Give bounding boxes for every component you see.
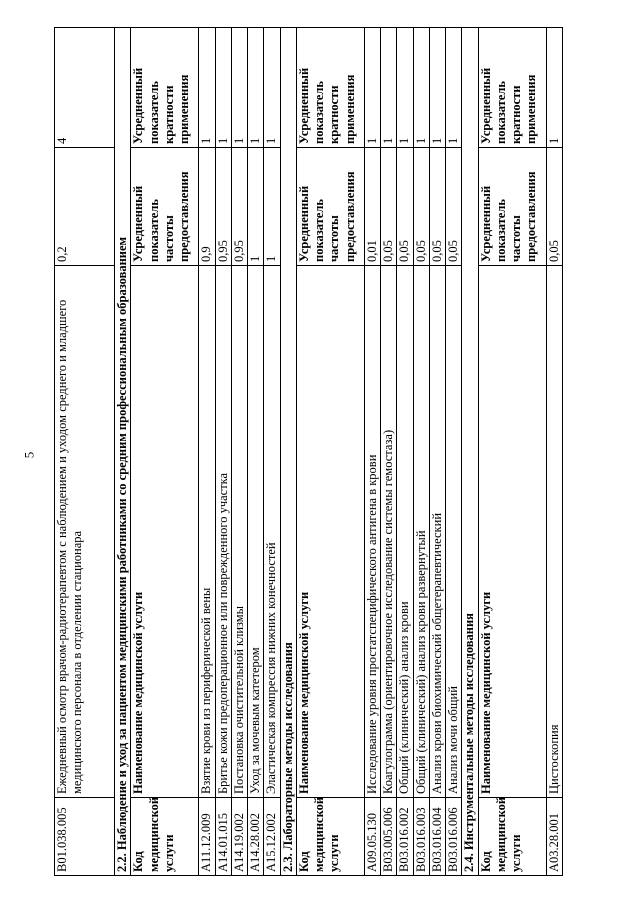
frequency-cell: 0,95 xyxy=(231,148,247,266)
code-cell: B03.016.004 xyxy=(429,798,445,876)
frequency-cell: 0,01 xyxy=(364,148,380,266)
name-cell: Эластическая компрессия нижних конечностей xyxy=(264,266,280,798)
section-title-row xyxy=(462,28,478,876)
name-cell: Ежедневный осмотр врачом-радиотерапевтом с наблюдением и уходом среднего и младшего медицинского персонала в отделении стационара xyxy=(55,266,115,798)
table-row xyxy=(429,28,445,876)
multiplicity-cell: 1 xyxy=(397,28,413,148)
frequency-cell: 0,05 xyxy=(446,148,462,266)
header-multiplicity: Усредненный показатель кратности применения xyxy=(131,28,199,148)
table-row xyxy=(397,28,413,876)
frequency-cell: 1 xyxy=(248,148,264,266)
multiplicity-cell: 1 xyxy=(248,28,264,148)
table-row xyxy=(55,28,115,876)
section-title: 2.3. Лабораторные методы исследования xyxy=(280,28,296,876)
header-row xyxy=(296,28,364,876)
name-cell: Коагулограмма (ориентировочное исследование системы гемостаза) xyxy=(381,266,397,798)
table-row xyxy=(231,28,247,876)
header-name: Наименование медицинской услуги xyxy=(296,266,364,798)
section-title: 2.4. Инструментальные методы исследования xyxy=(462,28,478,876)
name-cell: Анализ крови биохимический общетерапевтический xyxy=(429,266,445,798)
code-cell: B03.016.002 xyxy=(397,798,413,876)
section-title-row xyxy=(280,28,296,876)
name-cell: Анализ мочи общий xyxy=(446,266,462,798)
header-row xyxy=(478,28,546,876)
code-cell: B03.005.006 xyxy=(381,798,397,876)
table-row xyxy=(413,28,429,876)
name-cell: Общий (клинический) анализ крови xyxy=(397,266,413,798)
code-cell: A11.12.009 xyxy=(199,798,215,876)
frequency-cell: 0,05 xyxy=(397,148,413,266)
multiplicity-cell: 1 xyxy=(446,28,462,148)
multiplicity-cell: 1 xyxy=(429,28,445,148)
header-code: Код медицинской услуги xyxy=(296,798,364,876)
multiplicity-cell: 1 xyxy=(215,28,231,148)
code-cell: A14.01.015 xyxy=(215,798,231,876)
name-cell: Взятие крови из периферической вены xyxy=(199,266,215,798)
header-name: Наименование медицинской услуги xyxy=(131,266,199,798)
frequency-cell: 0,05 xyxy=(381,148,397,266)
name-cell: Бритье кожи предоперационное или поврежденного участка xyxy=(215,266,231,798)
header-multiplicity: Усредненный показатель кратности применения xyxy=(296,28,364,148)
frequency-cell: 0,9 xyxy=(199,148,215,266)
frequency-cell: 0,05 xyxy=(413,148,429,266)
code-cell: B03.016.003 xyxy=(413,798,429,876)
multiplicity-cell: 1 xyxy=(199,28,215,148)
name-cell: Цистоскопия xyxy=(546,266,562,798)
multiplicity-cell: 1 xyxy=(546,28,562,148)
name-cell: Исследование уровня простатспецифического антигена в крови xyxy=(364,266,380,798)
name-cell: Уход за мочевым катетером xyxy=(248,266,264,798)
table-row xyxy=(215,28,231,876)
page-number: 5 xyxy=(21,451,37,459)
section-title-row xyxy=(115,28,131,876)
header-code: Код медицинской услуги xyxy=(131,798,199,876)
frequency-cell: 0,05 xyxy=(546,148,562,266)
header-code: Код медицинской услуги xyxy=(478,798,546,876)
header-name: Наименование медицинской услуги xyxy=(478,266,546,798)
name-cell: Общий (клинический) анализ крови развернутый xyxy=(413,266,429,798)
table-row xyxy=(381,28,397,876)
header-frequency: Усредненный показатель частоты предоставления xyxy=(296,148,364,266)
header-frequency: Усредненный показатель частоты предоставления xyxy=(131,148,199,266)
name-cell: Постановка очистительной клизмы xyxy=(231,266,247,798)
frequency-cell: 1 xyxy=(264,148,280,266)
code-cell: B01.038.005 xyxy=(55,798,115,876)
code-cell: A14.19.002 xyxy=(231,798,247,876)
table-row xyxy=(248,28,264,876)
frequency-cell: 0,05 xyxy=(429,148,445,266)
rotated-table-sheet xyxy=(54,28,584,876)
section-title: 2.2. Наблюдение и уход за пациентом медицинскими работниками со средним профессиональным образованием xyxy=(115,28,131,876)
header-frequency: Усредненный показатель частоты предоставления xyxy=(478,148,546,266)
multiplicity-cell: 1 xyxy=(364,28,380,148)
multiplicity-cell: 1 xyxy=(413,28,429,148)
code-cell: A03.28.001 xyxy=(546,798,562,876)
frequency-cell: 0,95 xyxy=(215,148,231,266)
services-table xyxy=(54,27,563,876)
code-cell: B03.016.006 xyxy=(446,798,462,876)
table-row xyxy=(446,28,462,876)
table-row xyxy=(364,28,380,876)
frequency-cell: 0,2 xyxy=(55,148,115,266)
multiplicity-cell: 1 xyxy=(381,28,397,148)
table-row xyxy=(546,28,562,876)
multiplicity-cell: 4 xyxy=(55,28,115,148)
header-multiplicity: Усредненный показатель кратности применения xyxy=(478,28,546,148)
multiplicity-cell: 1 xyxy=(231,28,247,148)
code-cell: A14.28.002 xyxy=(248,798,264,876)
table-row xyxy=(264,28,280,876)
header-row xyxy=(131,28,199,876)
table-row xyxy=(199,28,215,876)
code-cell: A15.12.002 xyxy=(264,798,280,876)
code-cell: A09.05.130 xyxy=(364,798,380,876)
multiplicity-cell: 1 xyxy=(264,28,280,148)
